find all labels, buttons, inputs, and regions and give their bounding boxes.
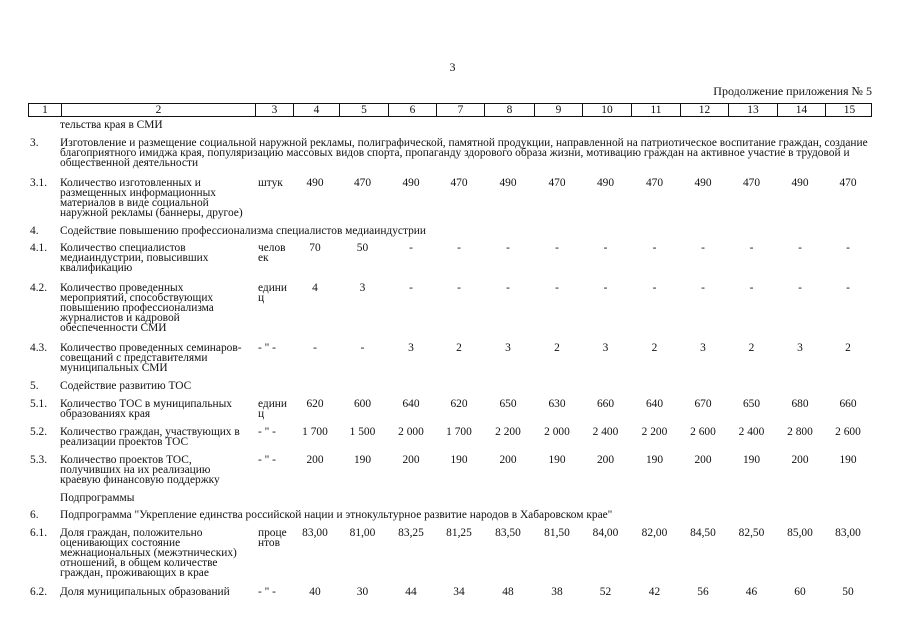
- value-col-9: 2: [554, 342, 560, 354]
- value-col-10: 490: [596, 177, 615, 189]
- continuation-label: Продолжение приложения № 5: [713, 84, 872, 98]
- indicator-name: Доля муниципальных образований: [60, 586, 230, 598]
- value-col-15: -: [846, 282, 850, 294]
- indicator-name: Количество проведенных мероприятий, способствующих повышению профессионализма журналистов и кадровой обеспеченности СМИ: [60, 282, 214, 334]
- value-col-6: 44: [405, 586, 417, 598]
- value-col-10: 2 400: [592, 426, 619, 438]
- row-number: 6.: [30, 509, 39, 521]
- value-col-4: 4: [312, 282, 318, 294]
- value-col-7: 34: [453, 586, 465, 598]
- value-col-9: 81,50: [544, 527, 570, 539]
- value-col-5: 30: [356, 586, 369, 598]
- value-col-12: 84,50: [690, 527, 716, 539]
- unit-of-measure: - " -: [258, 454, 276, 466]
- header-col-2: 2: [61, 104, 255, 116]
- value-col-5: -: [360, 342, 365, 354]
- row-number: 4.1.: [30, 242, 48, 254]
- value-col-5: 81,00: [349, 527, 376, 539]
- value-col-7: 2: [456, 342, 462, 354]
- value-col-5: 50: [356, 242, 369, 254]
- value-col-12: 670: [694, 398, 712, 410]
- value-col-14: 680: [791, 398, 809, 410]
- unit-of-measure: единиц: [258, 282, 287, 304]
- value-col-11: 2 200: [641, 426, 668, 438]
- value-col-8: 650: [499, 398, 517, 410]
- value-col-14: 2 800: [787, 426, 813, 438]
- row-number: 3.1.: [30, 177, 48, 189]
- value-col-11: 470: [645, 177, 664, 189]
- header-col-9: 9: [534, 104, 582, 116]
- header-col-12: 12: [680, 104, 728, 116]
- value-col-15: 660: [839, 398, 857, 410]
- value-col-5: 1 500: [349, 426, 376, 438]
- value-col-13: -: [749, 282, 754, 294]
- value-col-6: 490: [402, 177, 420, 189]
- header-col-11: 11: [631, 104, 680, 116]
- value-col-14: 85,00: [787, 527, 813, 539]
- value-col-4: 40: [309, 586, 321, 598]
- unit-of-measure: штук: [258, 177, 283, 189]
- value-col-10: 3: [602, 342, 609, 354]
- value-col-6: -: [409, 282, 413, 294]
- value-col-13: 2 400: [738, 426, 765, 438]
- section-title: Изготовление и размещение социальной наружной рекламы, полиграфической, памятной продукции, направленной на патриотическое воспитание граждан, создание благоприятного имиджа края, популяризацию массовых видов спорта, пропаганду здорового образа жизни, мотивацию граждан на активное участие в трудовой и общественной деятельности: [60, 137, 868, 169]
- value-col-9: -: [555, 282, 559, 294]
- indicator-name: Количество проектов ТОС, получивших на их реализацию краевую финансовую поддержку: [60, 454, 220, 486]
- value-col-11: 190: [645, 454, 664, 466]
- value-col-6: 640: [402, 398, 420, 410]
- unit-of-measure: - " -: [258, 426, 276, 438]
- value-col-6: 3: [408, 342, 414, 354]
- value-col-10: -: [603, 242, 608, 254]
- value-col-7: 620: [450, 398, 468, 410]
- value-col-11: -: [652, 242, 657, 254]
- row-number: 4.3.: [30, 342, 48, 354]
- value-col-12: -: [701, 242, 705, 254]
- value-col-15: 470: [839, 177, 857, 189]
- value-col-8: -: [506, 282, 510, 294]
- header-col-8: 8: [484, 104, 534, 116]
- value-col-15: 83,00: [835, 527, 861, 539]
- value-col-5: 600: [353, 398, 372, 410]
- value-col-4: 70: [309, 242, 321, 254]
- value-col-14: 200: [791, 454, 809, 466]
- value-col-15: 50: [842, 586, 854, 598]
- value-col-13: -: [749, 242, 754, 254]
- value-col-9: 38: [551, 586, 563, 598]
- row-number: 6.2.: [30, 586, 48, 598]
- indicator-name: Количество специалистов медиаиндустрии, повысивших квалификацию: [60, 242, 209, 274]
- value-col-7: 470: [450, 177, 468, 189]
- indicator-name: Количество граждан, участвующих в реализации проектов ТОС: [60, 426, 240, 448]
- value-col-7: 1 700: [446, 426, 472, 438]
- value-col-11: 640: [645, 398, 664, 410]
- unit-of-measure: человек: [258, 242, 286, 264]
- value-col-5: 3: [359, 282, 366, 294]
- value-col-13: 82,50: [738, 527, 765, 539]
- indicator-name: Доля граждан, положительно оценивающих состояние межнациональных (межэтнических) отношений, в общем количестве граждан, проживающих в крае: [60, 527, 237, 579]
- value-col-4: -: [313, 342, 317, 354]
- value-col-6: 83,25: [398, 527, 424, 539]
- value-col-12: 3: [700, 342, 706, 354]
- unit-of-measure: единиц: [258, 398, 287, 420]
- value-col-15: -: [846, 242, 850, 254]
- value-col-12: -: [701, 282, 705, 294]
- value-col-4: 83,00: [302, 527, 328, 539]
- indicator-name: Количество изготовленных и размещенных информационных материалов в виде социальной наружной рекламы (баннеры, другое): [60, 177, 243, 219]
- value-col-8: 48: [502, 586, 514, 598]
- value-col-12: 490: [694, 177, 712, 189]
- header-col-7: 7: [436, 104, 484, 116]
- value-col-13: 470: [742, 177, 761, 189]
- row-number: 3.: [30, 137, 39, 149]
- header-col-3: 3: [255, 104, 293, 116]
- value-col-6: -: [409, 242, 413, 254]
- row-number: 5.2.: [30, 426, 48, 438]
- header-col-4: 4: [293, 104, 339, 116]
- value-col-6: 200: [402, 454, 420, 466]
- section-title: Подпрограммы: [60, 492, 135, 504]
- value-col-13: 46: [745, 586, 758, 598]
- value-col-10: -: [603, 282, 608, 294]
- value-col-8: -: [506, 242, 510, 254]
- value-col-14: -: [798, 242, 802, 254]
- value-col-10: 52: [599, 586, 612, 598]
- value-col-10: 200: [596, 454, 615, 466]
- value-col-12: 2 600: [690, 426, 716, 438]
- value-col-11: 42: [648, 586, 661, 598]
- header-col-14: 14: [777, 104, 825, 116]
- value-col-13: 2: [748, 342, 755, 354]
- header-col-13: 13: [728, 104, 777, 116]
- page-number: 3: [449, 60, 456, 74]
- section-title: Содействие повышению профессионализма специалистов медиаиндустрии: [60, 225, 426, 237]
- value-col-5: 470: [353, 177, 372, 189]
- unit-of-measure: - " -: [258, 586, 276, 598]
- value-col-11: -: [652, 282, 657, 294]
- value-col-8: 490: [499, 177, 517, 189]
- value-col-4: 620: [306, 398, 324, 410]
- indicator-name: Количество проведенных семинаров-совещаний с представителями муниципальных СМИ: [60, 342, 242, 374]
- value-col-14: -: [798, 282, 802, 294]
- value-col-4: 200: [306, 454, 324, 466]
- unit-of-measure: - " -: [258, 342, 276, 354]
- value-col-7: 81,25: [446, 527, 472, 539]
- value-col-10: 84,00: [592, 527, 619, 539]
- value-col-12: 200: [694, 454, 712, 466]
- value-col-6: 2 000: [398, 426, 424, 438]
- value-col-15: 2 600: [835, 426, 861, 438]
- unit-of-measure: процентов: [258, 527, 287, 549]
- value-col-11: 2: [651, 342, 658, 354]
- value-col-9: 470: [548, 177, 566, 189]
- header-col-5: 5: [339, 104, 388, 116]
- value-col-7: 190: [450, 454, 468, 466]
- section-title: тельства края в СМИ: [60, 119, 163, 131]
- value-col-9: 190: [548, 454, 566, 466]
- row-number: 5.: [30, 380, 39, 392]
- value-col-9: 2 000: [544, 426, 570, 438]
- header-col-10: 10: [582, 104, 631, 116]
- row-number: 4.2.: [30, 282, 48, 294]
- value-col-9: 630: [548, 398, 566, 410]
- value-col-14: 3: [797, 342, 803, 354]
- value-col-7: -: [457, 282, 461, 294]
- value-col-14: 60: [794, 586, 806, 598]
- value-col-8: 83,50: [495, 527, 521, 539]
- value-col-8: 200: [499, 454, 517, 466]
- row-number: 6.1.: [30, 527, 48, 539]
- value-col-15: 2: [845, 342, 851, 354]
- value-col-4: 1 700: [302, 426, 328, 438]
- header-col-1: 1: [42, 104, 48, 116]
- value-col-4: 490: [306, 177, 324, 189]
- value-col-7: -: [457, 242, 461, 254]
- row-number: 5.1.: [30, 398, 48, 410]
- value-col-10: 660: [596, 398, 615, 410]
- value-col-12: 56: [697, 586, 709, 598]
- value-col-13: 190: [742, 454, 761, 466]
- row-number: 4.: [30, 225, 39, 237]
- value-col-8: 3: [505, 342, 511, 354]
- header-col-15: 15: [825, 104, 873, 116]
- row-number: 5.3.: [30, 454, 48, 466]
- value-col-14: 490: [791, 177, 809, 189]
- section-title: Содействие развитию ТОС: [60, 380, 192, 392]
- value-col-8: 2 200: [495, 426, 521, 438]
- value-col-9: -: [555, 242, 559, 254]
- table-header-row: [28, 103, 872, 117]
- header-col-6: 6: [388, 104, 436, 116]
- section-title: Подпрограмма "Укрепление единства российской нации и этнокультурное развитие народов в Хабаровском крае": [60, 509, 613, 521]
- indicator-name: Количество ТОС в муниципальных образованиях края: [60, 398, 233, 420]
- value-col-13: 650: [742, 398, 761, 410]
- indicators-table: [28, 103, 872, 598]
- value-col-11: 82,00: [641, 527, 668, 539]
- value-col-15: 190: [839, 454, 857, 466]
- value-col-5: 190: [353, 454, 372, 466]
